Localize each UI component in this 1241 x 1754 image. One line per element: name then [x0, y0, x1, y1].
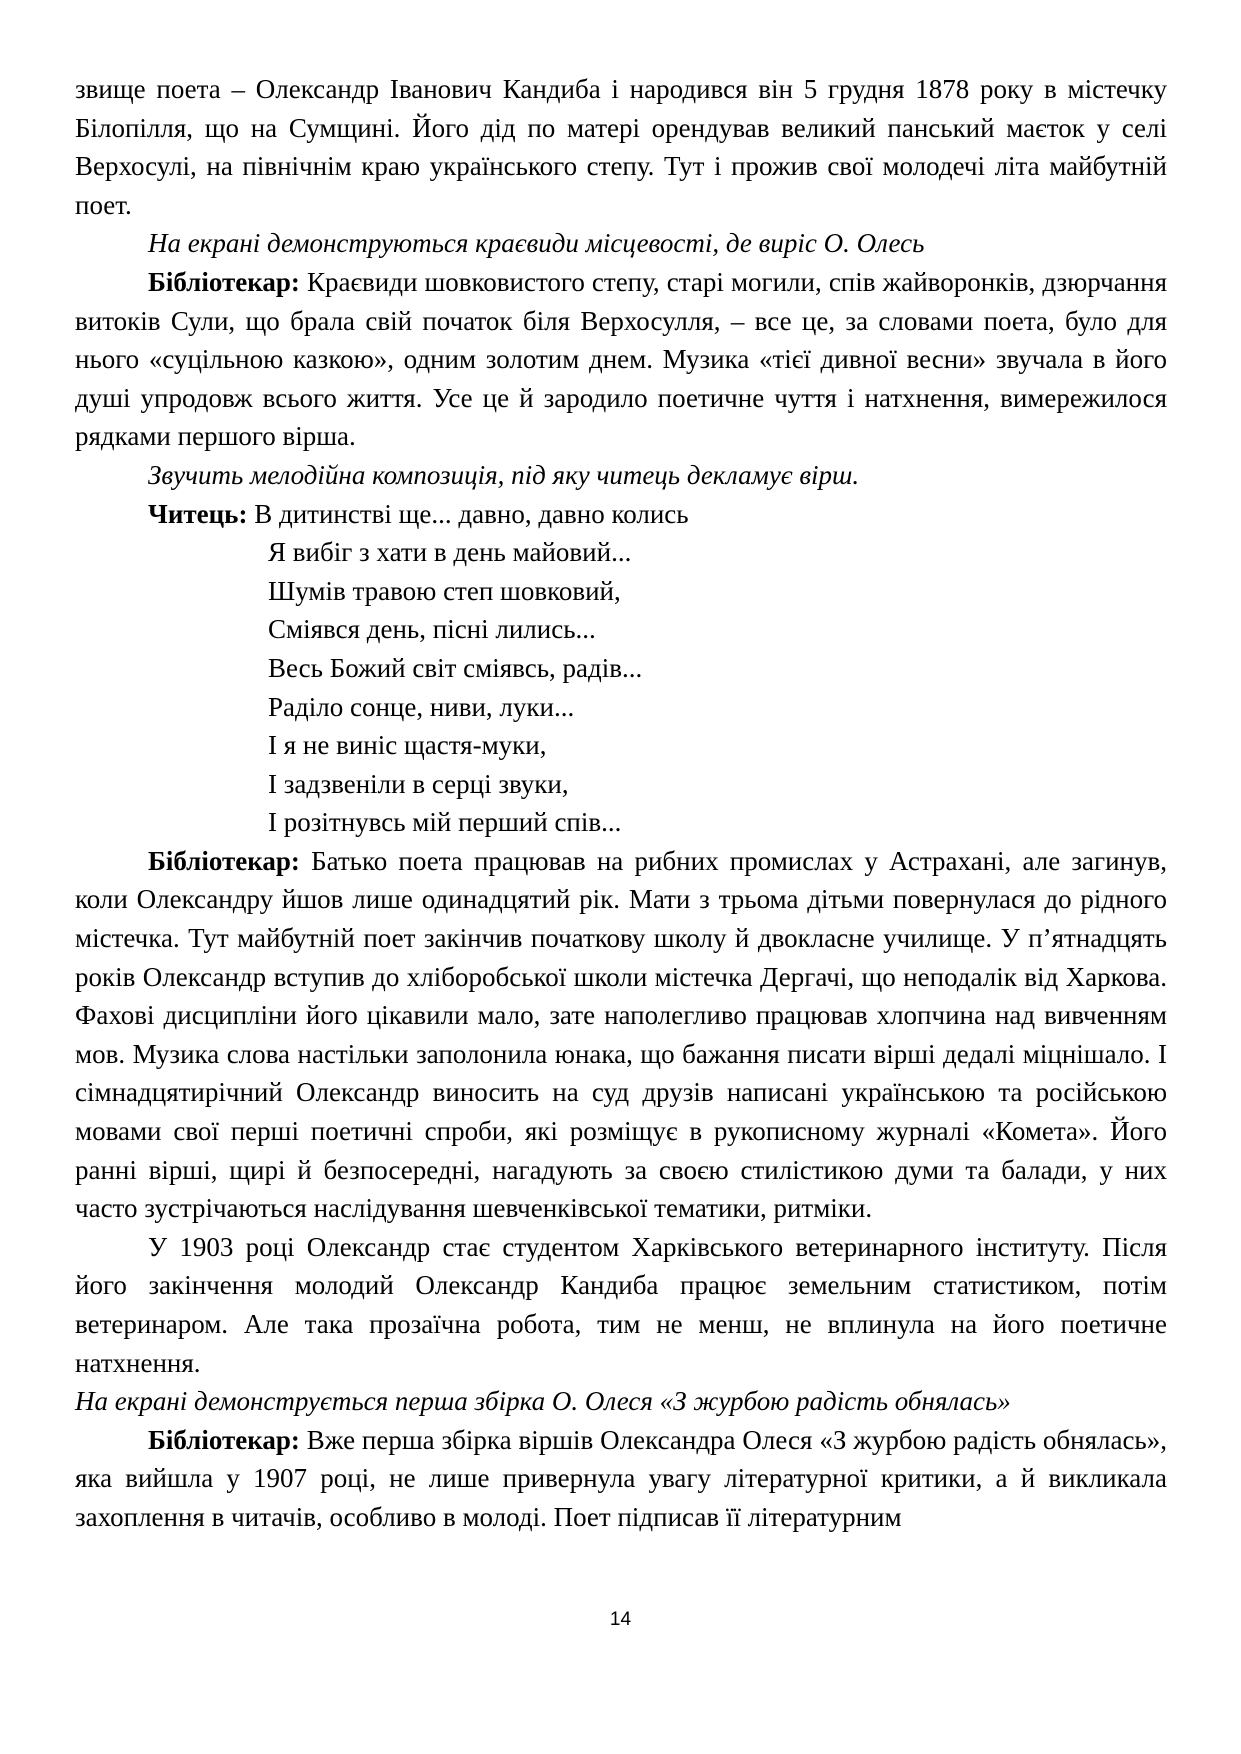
poem-line [75, 495, 1167, 534]
poem-line: І задзвеніли в серці звуки, [268, 768, 569, 799]
speaker-label: Бібліотекар: [148, 266, 300, 297]
poem-line-text: В дитинстві ще... давно, давно колись [254, 498, 689, 529]
stage-direction-landscapes: На екрані демонструються краєвиди місцевості, де виріс О. Олесь [148, 228, 925, 259]
poem-line: Сміявся день, пісні лились... [268, 614, 596, 645]
speaker-label: Читець: [148, 498, 248, 529]
speaker-label: Бібліотекар: [148, 845, 300, 876]
paragraph-text: Краєвиди шовковистого степу, старі могили, спів жайворонків, дзюрчання витоків Сули, що брала свій початок біля Верхосулля, – все це, за словами поета, було для нього «суцільною казкою», одним золотим днем. Музика «тієї дивної весни» звучала в його душі упродовж всього життя. Усе це й зародило поетичне чуття і натхнення, вимережилося рядками першого вірша. [75, 266, 1167, 452]
speaker-label: Бібліотекар: [148, 1424, 300, 1455]
paragraph-text: Вже перша збірка віршів Олександра Олеся «З журбою радість обнялась», яка вийшла у 1907 році, не лише привернула увагу літературної критики, а й викликала захоплення в читачів, особливо в молоді. Поет підписав її літературним [75, 1424, 1167, 1532]
paragraph-biography-intro: звище поета – Олександр Іванович Кандиба і народився він 5 грудня 1878 року в містечку Білопілля, що на Сумщині. Його дід по матері орендував великий панський маєток у селі Верхосулі, на північнім краю українського степу. Тут і прожив свої молодечі літа майбутній поет. [75, 74, 1167, 220]
paragraph-librarian-first-collection [75, 1421, 1167, 1537]
stage-direction-first-collection: На екрані демонструється перша збірка О. Олеся «З журбою радість обнялась» [75, 1386, 1011, 1417]
stage-direction-music: Звучить мелодійна композиція, під яку читець декламує вірш. [148, 459, 860, 490]
poem-line: Я вибіг з хати в день майовий... [268, 537, 632, 568]
page-number: 14 [609, 1609, 632, 1630]
paragraph-librarian-childhood [75, 842, 1167, 1228]
poem-block [75, 495, 1167, 842]
poem-line: Раділо сонце, ниви, луки... [268, 691, 575, 722]
poem-line: І розітнувсь мій перший спів... [268, 807, 622, 838]
paragraph-librarian-landscapes [75, 263, 1167, 456]
poem-line: Шумів травою степ шовковий, [268, 575, 621, 606]
document-page [75, 70, 1167, 1537]
paragraph-student-years: У 1903 році Олександр стає студентом Харківського ветеринарного інституту. Після його закінчення молодий Олександр Кандиба працює земельним статистиком, потім ветеринаром. Але така прозаїчна робота, тим не менш, не вплинула на його поетичне натхнення. [75, 1231, 1167, 1378]
paragraph-text: Батько поета працював на рибних промислах у Астрахані, але загинув, коли Олександру йшов лише одинадцятий рік. Мати з трьома дітьми повернулася до рідного містечка. Тут майбутній поет закінчив початкову школу й двокласне училище. У п’ятнадцять років Олександр вступив до хліборобської школи містечка Дергачі, що неподалік від Харкова. Фахові дисципліни його цікавили мало, зате наполегливо працював хлопчина над вивченням мов. Музика слова настільки заполонила юнака, що бажання писати вірші дедалі міцнішало. І сімнадцятирічний Олександр виносить на суд друзів написані українською та російською мовами свої перші поетичні спроби, які розміщує в рукописному журналі «Комета». Його ранні вірші, щирі й безпосередні, нагадують за своєю стилістикою думи та балади, у них часто зустрічаються наслідування шевченківської тематики, ритміки. [75, 845, 1167, 1224]
poem-line: І я не виніс щастя-муки, [268, 730, 547, 761]
poem-line: Весь Божий світ сміявсь, радів... [268, 652, 643, 683]
